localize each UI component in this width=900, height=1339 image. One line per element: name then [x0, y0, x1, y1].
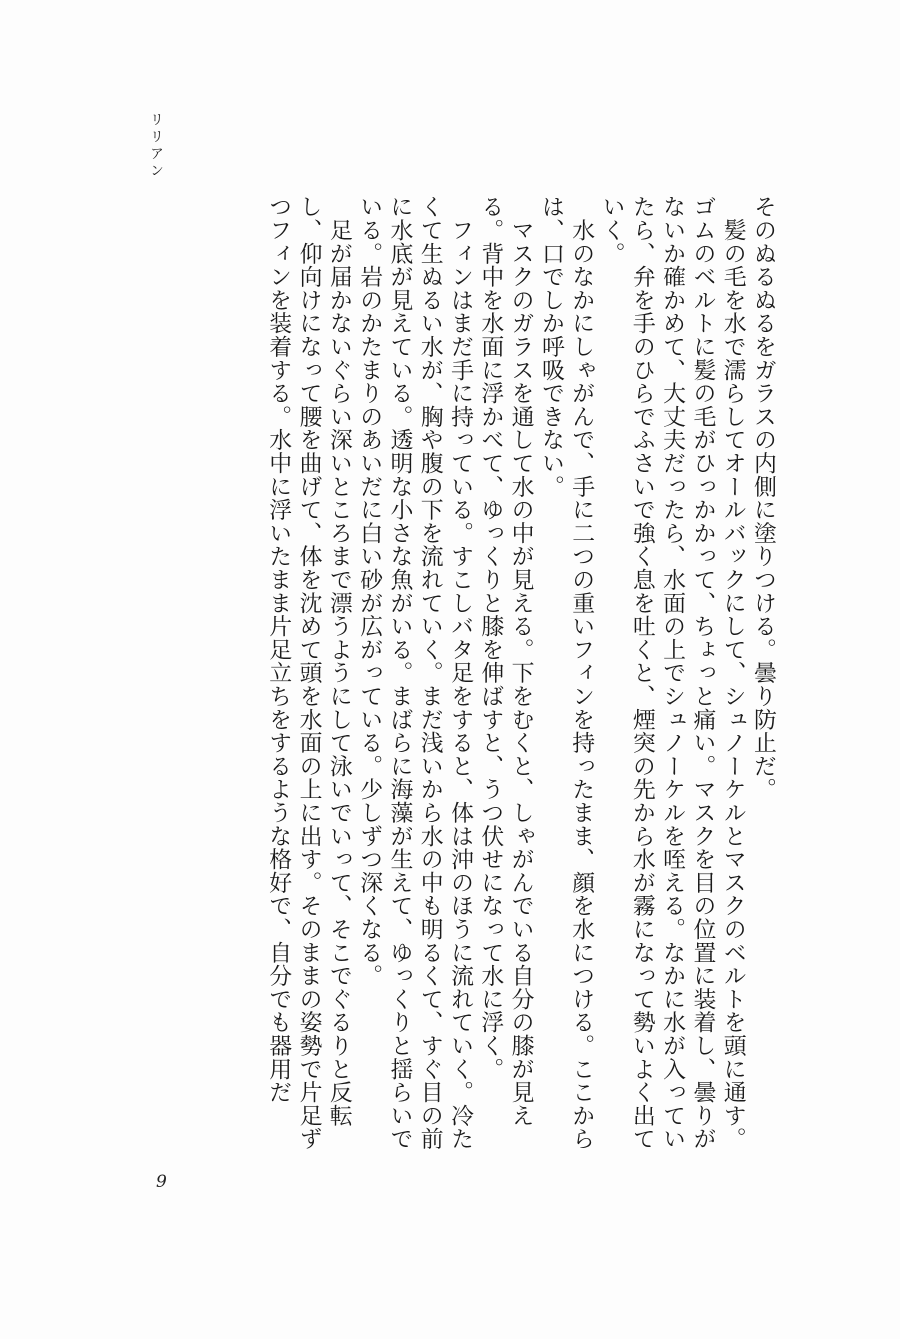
paragraph: 水のなかにしゃがんで、手に二つの重いフィンを持ったまま、顔を水につける。ここからは、口でしか呼吸できない。 — [537, 195, 595, 1151]
paragraph: 足が届かないぐらい深いところまで漂うようにして泳いでいって、そこでぐるりと反転し、仰向けになって腰を曲げて、体を沈めて頭を水面の上に出す。そのままの姿勢で片足ずつフィンを装着する。水中に浮いたまま片足立ちをするような格好で、自分でも器用だ — [265, 195, 352, 1151]
body-text — [263, 195, 778, 1160]
paragraph: 髪の毛を水で濡らしてオールバックにして、シュノーケルとマスクのベルトを頭に通す。ゴムのベルトに髪の毛がひっかかって、ちょっと痛い。マスクを目の位置に装着し、曇りがないか確かめて、大丈夫だったら、水面の上でシュノーケルを咥える。なかに水が入っていたら、弁を手のひらでふさいで強く息を吐くと、煙突の先から水が霧になって勢いよく出ていく。 — [598, 195, 746, 1151]
paragraph: フィンはまだ手に持っている。すこしバタ足をすると、体は沖のほうに流れていく。冷たくて生ぬるい水が、胸や腹の下を流れていく。まだ浅いから水の中も明るくて、すぐ目の前に水底が見えている。透明な小さな魚がいる。まばらに海藻が生えて、ゆっくりと揺らいでいる。岩のかたまりのあいだに白い砂が広がっている。少しずつ深くなる。 — [356, 195, 474, 1151]
page-number: 9 — [156, 1172, 167, 1192]
running-head: リリアン — [148, 112, 164, 180]
paragraph: そのぬるぬるをガラスの内側に塗りつける。曇り防止だ。 — [750, 195, 776, 801]
paragraph: マスクのガラスを通して水の中が見える。下をむくと、しゃがんでいる自分の膝が見える。背中を水面に浮かべて、ゆっくりと膝を伸ばすと、うつ伏せになって水に浮く。 — [477, 195, 534, 1127]
